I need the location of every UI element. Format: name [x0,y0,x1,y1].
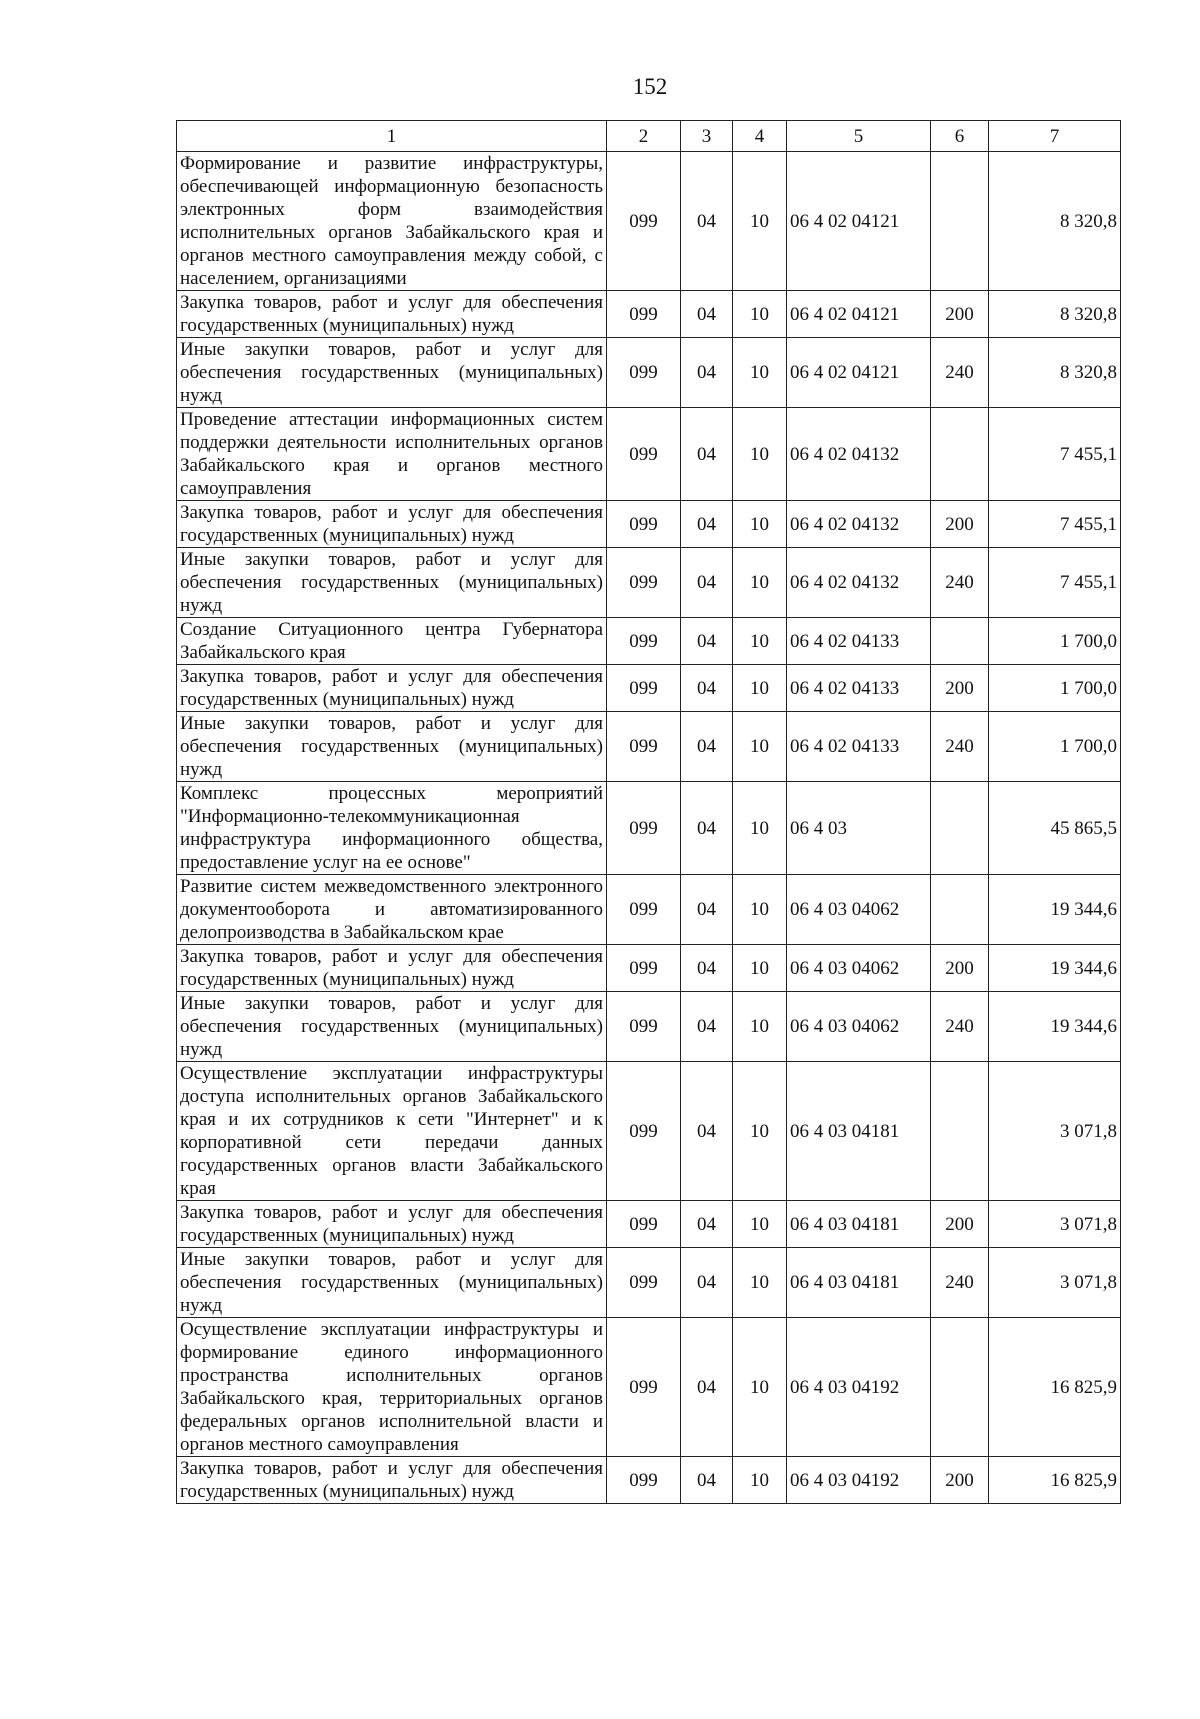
row-ministry-code: 099 [607,1248,681,1318]
row-section-code: 04 [681,618,733,665]
row-section-code: 04 [681,408,733,501]
table-row [177,408,1121,501]
row-target-article: 06 4 02 04132 [787,501,931,548]
row-expense-type [931,152,989,291]
header-col-1: 1 [177,121,607,152]
row-description: Закупка товаров, работ и услуг для обеспечения государственных (муниципальных) нужд [177,945,607,992]
row-target-article: 06 4 02 04121 [787,338,931,408]
row-ministry-code: 099 [607,1201,681,1248]
row-subsection-code: 10 [733,992,787,1062]
row-section-code: 04 [681,1062,733,1201]
row-target-article: 06 4 02 04133 [787,665,931,712]
row-target-article: 06 4 03 04062 [787,875,931,945]
row-ministry-code: 099 [607,618,681,665]
row-description: Закупка товаров, работ и услуг для обеспечения государственных (муниципальных) нужд [177,665,607,712]
row-description: Иные закупки товаров, работ и услуг для обеспечения государственных (муниципальных) нужд [177,548,607,618]
table-row [177,291,1121,338]
table-row [177,152,1121,291]
row-section-code: 04 [681,992,733,1062]
row-expense-type [931,1062,989,1201]
row-target-article: 06 4 03 04192 [787,1318,931,1457]
row-ministry-code: 099 [607,665,681,712]
row-target-article: 06 4 02 04132 [787,548,931,618]
row-subsection-code: 10 [733,548,787,618]
table-row [177,1457,1121,1504]
row-amount: 3 071,8 [989,1201,1121,1248]
row-description: Комплекс процессных мероприятий "Информационно-телекоммуникационная инфраструктура информационного общества, предоставление услуг на ее основе" [177,782,607,875]
row-amount: 8 320,8 [989,338,1121,408]
row-ministry-code: 099 [607,408,681,501]
row-target-article: 06 4 03 04181 [787,1062,931,1201]
table-row [177,1318,1121,1457]
table-row [177,945,1121,992]
row-description: Закупка товаров, работ и услуг для обеспечения государственных (муниципальных) нужд [177,291,607,338]
row-expense-type: 200 [931,501,989,548]
row-target-article: 06 4 03 04062 [787,945,931,992]
row-description: Развитие систем межведомственного электронного документооборота и автоматизированного делопроизводства в Забайкальском крае [177,875,607,945]
row-amount: 16 825,9 [989,1457,1121,1504]
row-subsection-code: 10 [733,408,787,501]
row-description: Создание Ситуационного центра Губернатора Забайкальского края [177,618,607,665]
row-amount: 19 344,6 [989,875,1121,945]
row-section-code: 04 [681,782,733,875]
row-section-code: 04 [681,1318,733,1457]
row-description: Проведение аттестации информационных систем поддержки деятельности исполнительных органов Забайкальского края и органов местного самоуправления [177,408,607,501]
row-section-code: 04 [681,291,733,338]
row-expense-type: 240 [931,712,989,782]
row-target-article: 06 4 03 [787,782,931,875]
row-section-code: 04 [681,945,733,992]
row-amount: 1 700,0 [989,665,1121,712]
row-expense-type: 240 [931,1248,989,1318]
row-expense-type: 200 [931,665,989,712]
table-row [177,501,1121,548]
row-description: Закупка товаров, работ и услуг для обеспечения государственных (муниципальных) нужд [177,1457,607,1504]
row-section-code: 04 [681,875,733,945]
row-ministry-code: 099 [607,1062,681,1201]
table-row [177,1201,1121,1248]
row-amount: 7 455,1 [989,408,1121,501]
row-amount: 19 344,6 [989,945,1121,992]
row-target-article: 06 4 03 04181 [787,1248,931,1318]
row-subsection-code: 10 [733,501,787,548]
row-section-code: 04 [681,1201,733,1248]
table-row [177,992,1121,1062]
row-section-code: 04 [681,1248,733,1318]
row-subsection-code: 10 [733,152,787,291]
row-subsection-code: 10 [733,618,787,665]
row-subsection-code: 10 [733,1318,787,1457]
row-ministry-code: 099 [607,945,681,992]
row-ministry-code: 099 [607,712,681,782]
row-amount: 7 455,1 [989,548,1121,618]
row-ministry-code: 099 [607,338,681,408]
row-description: Иные закупки товаров, работ и услуг для обеспечения государственных (муниципальных) нужд [177,1248,607,1318]
row-section-code: 04 [681,1457,733,1504]
row-subsection-code: 10 [733,291,787,338]
row-description: Формирование и развитие инфраструктуры, обеспечивающей информационную безопасность электронных форм взаимодействия исполнительных органов Забайкальского края и органов местного самоуправления между собой, с населением, организациями [177,152,607,291]
row-expense-type: 240 [931,992,989,1062]
row-expense-type [931,408,989,501]
row-amount: 3 071,8 [989,1248,1121,1318]
row-description: Осуществление эксплуатации инфраструктуры и формирование единого информационного пространства исполнительных органов Забайкальского края, территориальных органов федеральных органов исполнительной власти и органов местного самоуправления [177,1318,607,1457]
row-expense-type [931,782,989,875]
row-description: Иные закупки товаров, работ и услуг для обеспечения государственных (муниципальных) нужд [177,992,607,1062]
row-expense-type: 200 [931,291,989,338]
row-description: Иные закупки товаров, работ и услуг для обеспечения государственных (муниципальных) нужд [177,712,607,782]
row-description: Осуществление эксплуатации инфраструктуры доступа исполнительных органов Забайкальского края и их сотрудников к сети "Интернет" и к корпоративной сети передачи данных государственных органов власти Забайкальского края [177,1062,607,1201]
row-ministry-code: 099 [607,152,681,291]
row-section-code: 04 [681,665,733,712]
row-target-article: 06 4 02 04132 [787,408,931,501]
table-row [177,712,1121,782]
row-expense-type [931,1318,989,1457]
table-row [177,618,1121,665]
row-expense-type: 240 [931,548,989,618]
row-target-article: 06 4 02 04133 [787,712,931,782]
row-ministry-code: 099 [607,548,681,618]
row-amount: 7 455,1 [989,501,1121,548]
row-section-code: 04 [681,712,733,782]
row-target-article: 06 4 02 04121 [787,152,931,291]
row-subsection-code: 10 [733,875,787,945]
table-header-row [177,121,1121,152]
row-amount: 8 320,8 [989,152,1121,291]
row-subsection-code: 10 [733,1201,787,1248]
row-subsection-code: 10 [733,1457,787,1504]
row-target-article: 06 4 03 04062 [787,992,931,1062]
table-row [177,1062,1121,1201]
row-amount: 8 320,8 [989,291,1121,338]
row-section-code: 04 [681,501,733,548]
row-amount: 16 825,9 [989,1318,1121,1457]
row-ministry-code: 099 [607,875,681,945]
row-expense-type [931,618,989,665]
row-amount: 1 700,0 [989,712,1121,782]
row-description: Закупка товаров, работ и услуг для обеспечения государственных (муниципальных) нужд [177,1201,607,1248]
row-ministry-code: 099 [607,992,681,1062]
row-section-code: 04 [681,548,733,618]
row-subsection-code: 10 [733,945,787,992]
row-expense-type: 200 [931,1201,989,1248]
row-amount: 1 700,0 [989,618,1121,665]
row-expense-type: 200 [931,1457,989,1504]
row-description: Закупка товаров, работ и услуг для обеспечения государственных (муниципальных) нужд [177,501,607,548]
row-description: Иные закупки товаров, работ и услуг для обеспечения государственных (муниципальных) нужд [177,338,607,408]
header-col-4: 4 [733,121,787,152]
row-subsection-code: 10 [733,712,787,782]
header-col-5: 5 [787,121,931,152]
budget-table [176,120,1121,1504]
row-target-article: 06 4 02 04133 [787,618,931,665]
table-row [177,1248,1121,1318]
header-col-7: 7 [989,121,1121,152]
row-amount: 45 865,5 [989,782,1121,875]
row-ministry-code: 099 [607,1457,681,1504]
table-row [177,338,1121,408]
table-row [177,548,1121,618]
page-number: 152 [632,74,668,99]
row-amount: 3 071,8 [989,1062,1121,1201]
row-subsection-code: 10 [733,338,787,408]
row-target-article: 06 4 03 04192 [787,1457,931,1504]
table-row [177,875,1121,945]
row-subsection-code: 10 [733,1062,787,1201]
row-ministry-code: 099 [607,501,681,548]
row-target-article: 06 4 03 04181 [787,1201,931,1248]
table-row [177,665,1121,712]
table-row [177,782,1121,875]
row-ministry-code: 099 [607,291,681,338]
row-target-article: 06 4 02 04121 [787,291,931,338]
header-col-6: 6 [931,121,989,152]
row-amount: 19 344,6 [989,992,1121,1062]
row-expense-type: 200 [931,945,989,992]
row-expense-type [931,875,989,945]
row-expense-type: 240 [931,338,989,408]
header-col-3: 3 [681,121,733,152]
row-section-code: 04 [681,338,733,408]
row-ministry-code: 099 [607,782,681,875]
row-ministry-code: 099 [607,1318,681,1457]
header-col-2: 2 [607,121,681,152]
row-subsection-code: 10 [733,782,787,875]
row-subsection-code: 10 [733,665,787,712]
row-subsection-code: 10 [733,1248,787,1318]
row-section-code: 04 [681,152,733,291]
